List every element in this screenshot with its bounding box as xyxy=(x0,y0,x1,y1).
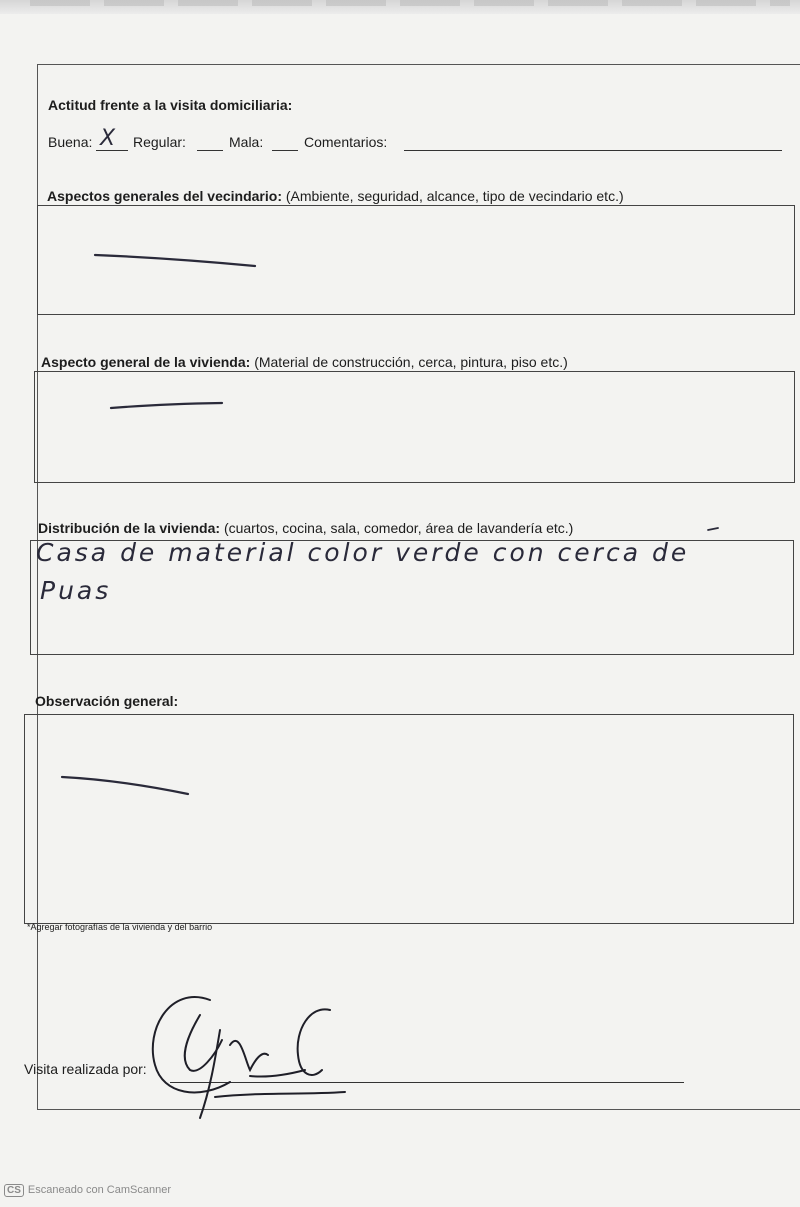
distribution-title: Distribución de la vivienda: xyxy=(38,520,221,536)
scanner-watermark xyxy=(4,1184,171,1197)
distribution-answer-line1: Casa de material color verde con cerca de xyxy=(36,538,690,567)
housing-hint: (Material de construcción, cerca, pintura, piso etc.) xyxy=(254,354,568,370)
bad-label: Mala: xyxy=(229,134,264,150)
signature-icon xyxy=(153,997,345,1118)
camscanner-logo-icon: CS xyxy=(4,1184,24,1197)
distribution-hint: (cuartos, cocina, sala, comedor, área de lavandería etc.) xyxy=(223,520,574,536)
distribution-slash xyxy=(708,528,718,530)
observation-dash xyxy=(62,777,188,794)
neighborhood-title: Aspectos generales del vecindario: xyxy=(47,188,282,204)
neighborhood-hint: (Ambiente, seguridad, alcance, tipo de vecindario etc.) xyxy=(285,188,624,204)
housing-title: Aspecto general de la vivienda: xyxy=(41,354,251,370)
photo-footnote: *Agregar fotografías de la vivienda y del barrio xyxy=(27,922,213,932)
neighborhood-dash xyxy=(95,255,255,266)
good-mark: X xyxy=(100,126,116,151)
visit-label: Visita realizada por: xyxy=(24,1061,147,1077)
housing-dash xyxy=(111,403,222,408)
attitude-title: Actitud frente a la visita domiciliaria: xyxy=(48,97,293,113)
distribution-answer-line2: Puas xyxy=(40,576,112,605)
scanner-text: Escaneado con CamScanner xyxy=(27,1184,171,1196)
good-label: Buena: xyxy=(48,134,93,150)
observation-title: Observación general: xyxy=(35,693,179,709)
regular-label: Regular: xyxy=(133,134,186,150)
comments-label: Comentarios: xyxy=(304,134,388,150)
